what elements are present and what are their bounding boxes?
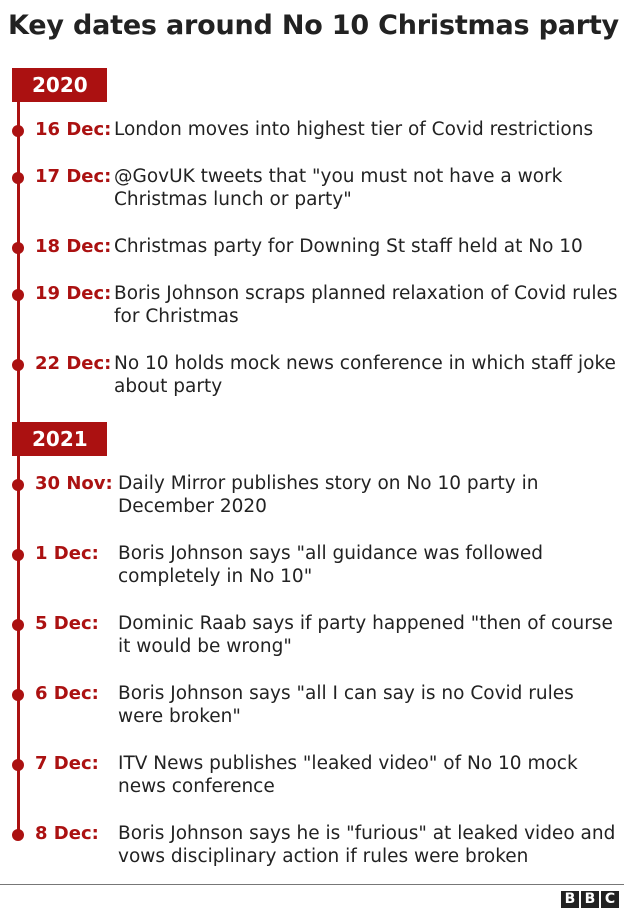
timeline-dot — [12, 759, 24, 771]
event-date: 1 Dec: — [35, 543, 99, 564]
event-date: 22 Dec: — [35, 353, 112, 374]
timeline-dot — [12, 479, 24, 491]
event-date: 6 Dec: — [35, 683, 99, 704]
footer-divider — [0, 884, 624, 885]
timeline-line — [17, 90, 20, 839]
timeline-dot — [12, 619, 24, 631]
event-date: 19 Dec: — [35, 283, 112, 304]
timeline-dot — [12, 359, 24, 371]
event-text: ITV News publishes "leaked video" of No 10 mock news conference — [118, 753, 578, 797]
event-text: Dominic Raab says if party happened "then of course it would be wrong" — [118, 613, 613, 657]
logo-block-b1: B — [561, 891, 579, 908]
timeline-dot — [12, 829, 24, 841]
event-date: 7 Dec: — [35, 753, 99, 774]
event-text: Christmas party for Downing St staff held at No 10 — [114, 236, 583, 257]
event-date: 30 Nov: — [35, 473, 113, 494]
timeline-dot — [12, 172, 24, 184]
chart-title: Key dates around No 10 Christmas party — [8, 10, 619, 41]
year-badge-2020: 2020 — [12, 68, 107, 102]
event-date: 17 Dec: — [35, 166, 112, 187]
bbc-logo — [561, 891, 619, 908]
event-text: Daily Mirror publishes story on No 10 party in December 2020 — [118, 473, 539, 517]
timeline-dot — [12, 549, 24, 561]
event-text: No 10 holds mock news conference in which staff joke about party — [114, 353, 616, 397]
event-text: Boris Johnson says he is "furious" at leaked video and vows disciplinary action if rules were broken — [118, 823, 616, 867]
event-date: 8 Dec: — [35, 823, 99, 844]
logo-block-b2: B — [581, 891, 599, 908]
timeline-dot — [12, 289, 24, 301]
event-text: @GovUK tweets that "you must not have a work Christmas lunch or party" — [114, 166, 563, 210]
timeline-dot — [12, 242, 24, 254]
event-text: London moves into highest tier of Covid restrictions — [114, 119, 594, 140]
logo-block-c: C — [601, 891, 619, 908]
timeline-dot — [12, 125, 24, 137]
event-date: 16 Dec: — [35, 119, 112, 140]
event-text: Boris Johnson says "all guidance was followed completely in No 10" — [118, 543, 544, 587]
event-text: Boris Johnson says "all I can say is no Covid rules were broken" — [118, 683, 574, 727]
timeline-dot — [12, 689, 24, 701]
event-text: Boris Johnson scraps planned relaxation of Covid rules for Christmas — [114, 283, 618, 327]
event-date: 18 Dec: — [35, 236, 112, 257]
event-date: 5 Dec: — [35, 613, 99, 634]
year-badge-2021: 2021 — [12, 422, 107, 456]
